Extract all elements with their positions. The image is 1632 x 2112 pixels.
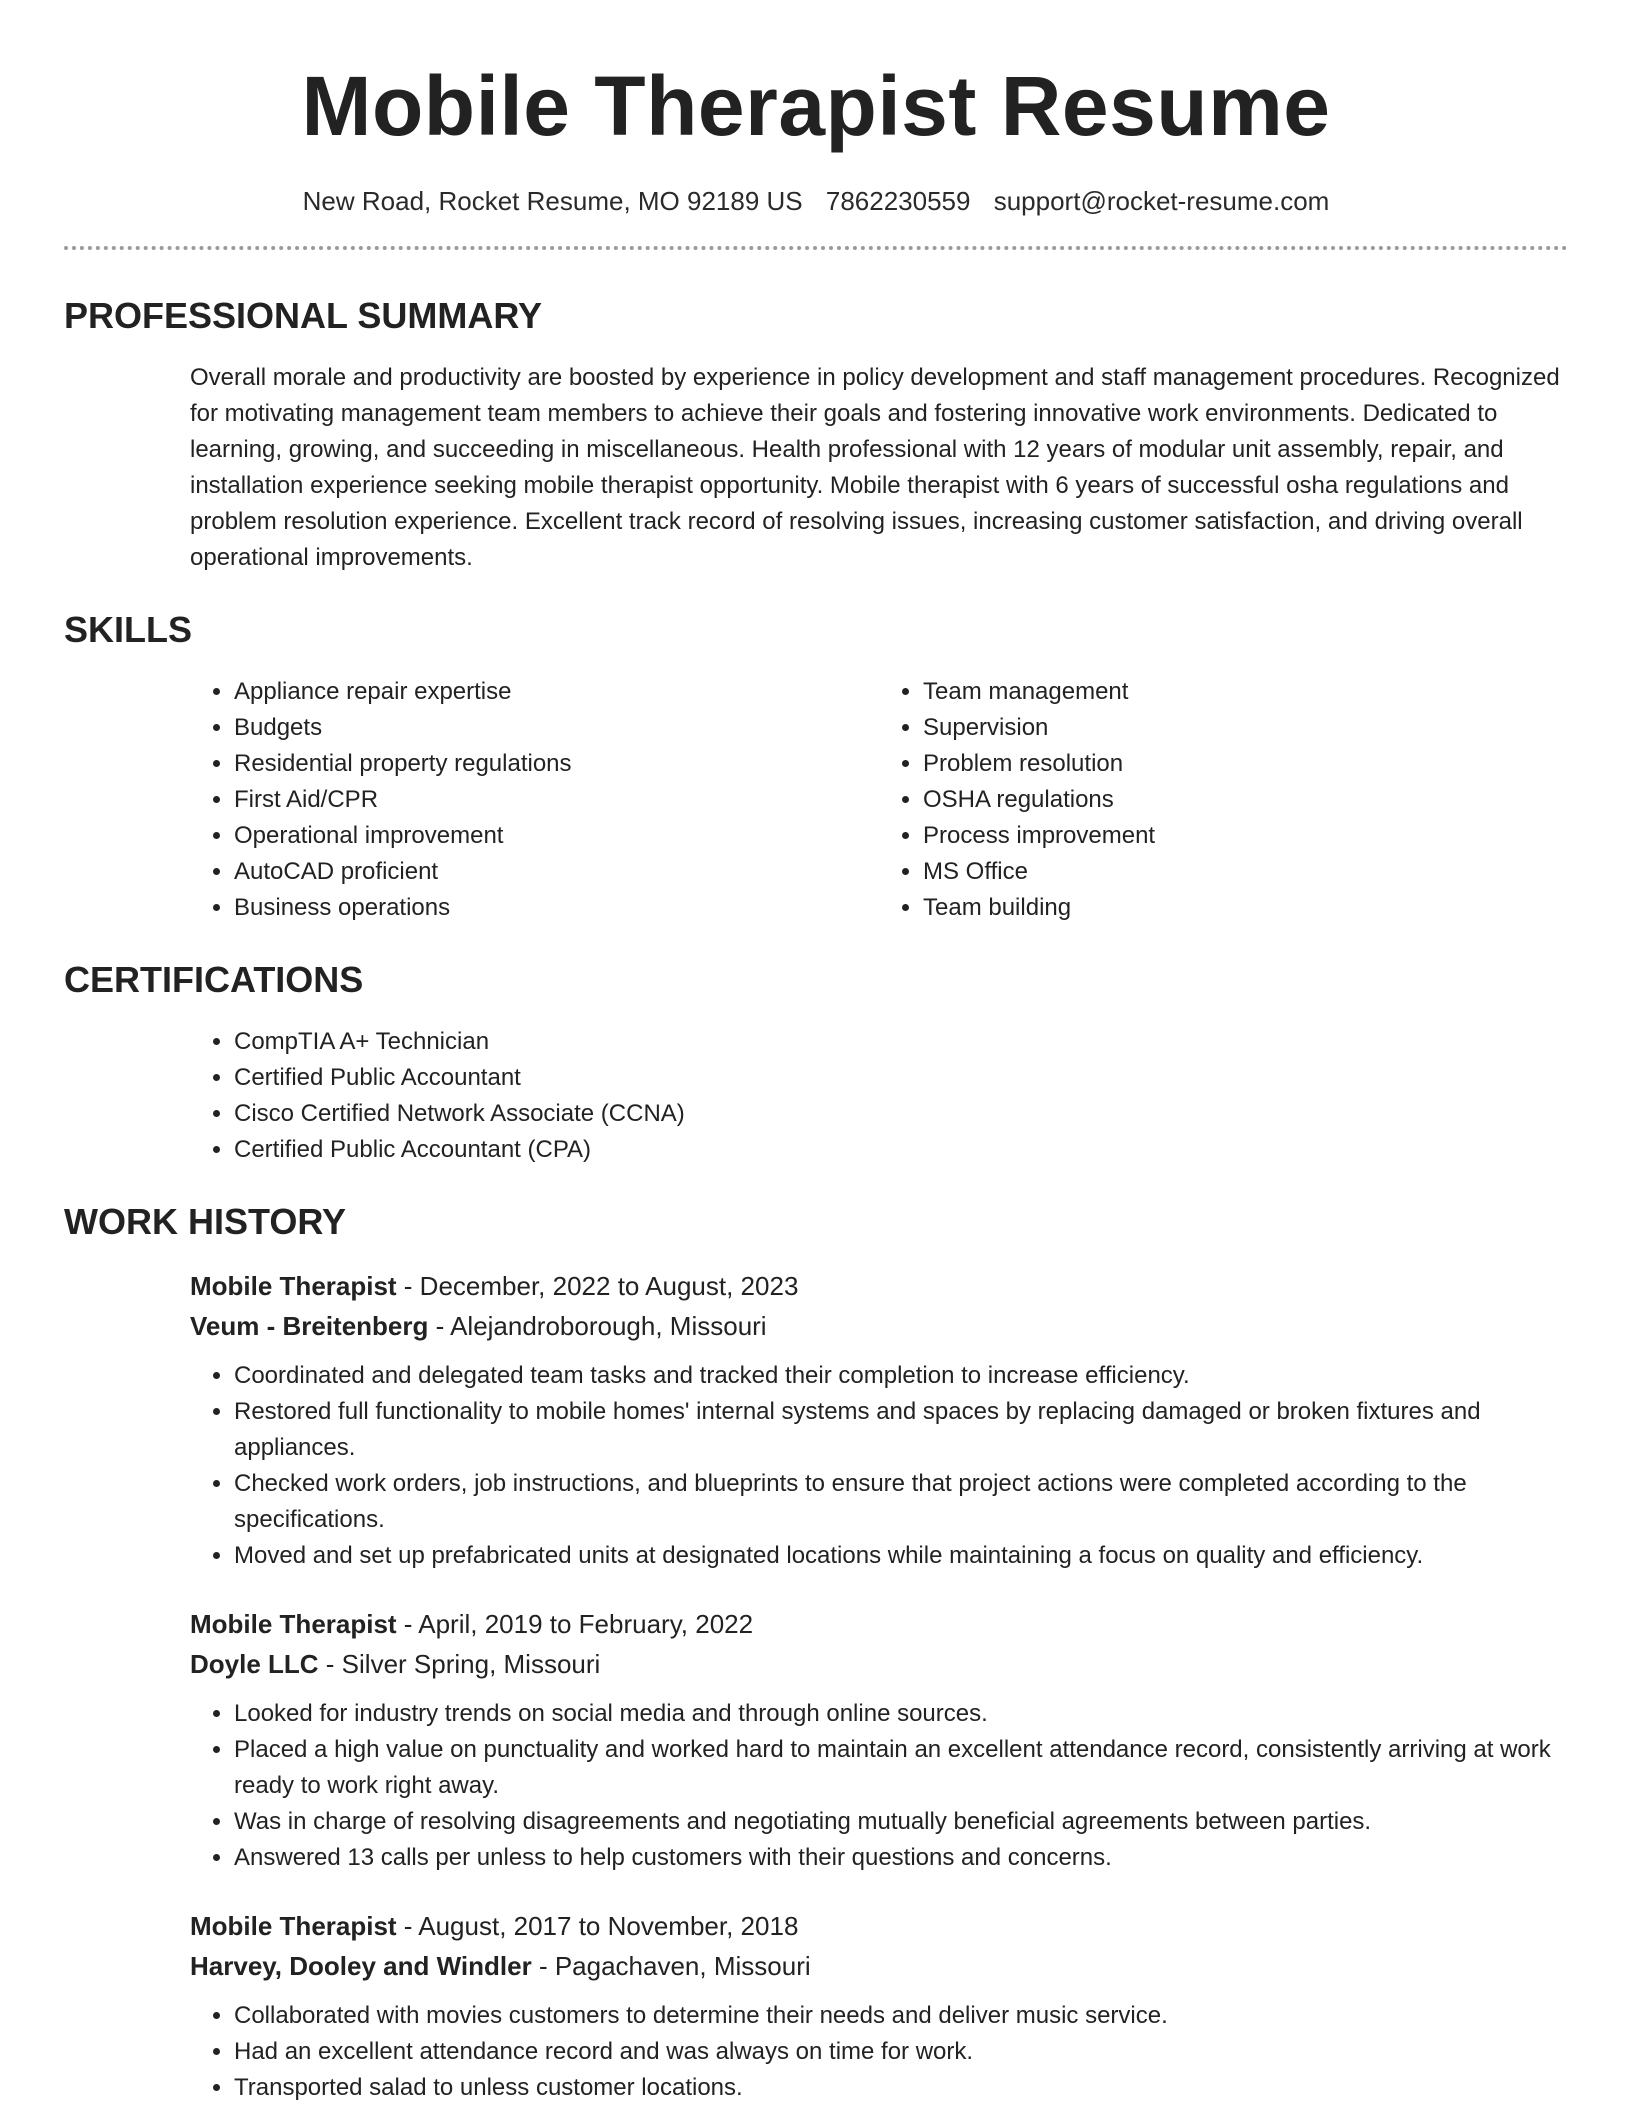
skill-item: • Supervision — [923, 710, 1568, 746]
contact-email: support@rocket-resume.com — [993, 186, 1330, 216]
job-entry — [190, 1604, 1568, 1684]
job-company: Veum - Breitenberg — [190, 1311, 429, 1341]
skills-heading: SKILLS — [64, 609, 193, 650]
skill-item: • Business operations — [234, 890, 879, 926]
job-title: Mobile Therapist — [190, 1911, 397, 1941]
job-title-line — [190, 1266, 1568, 1306]
job-dates: - December, 2022 to August, 2023 — [396, 1271, 799, 1301]
job-bullet: • Looked for industry trends on social media and through online sources. — [234, 1696, 1568, 1732]
work-history-heading: WORK HISTORY — [64, 1201, 347, 1242]
job-company-line — [190, 1644, 1568, 1684]
job-bullet: • Answered 13 calls per unless to help customers with their questions and concerns. — [234, 1840, 1568, 1876]
job-title-line — [190, 1906, 1568, 1946]
skill-item: • Team management — [923, 674, 1568, 710]
job-bullets — [190, 1696, 1568, 1876]
skill-item: • Appliance repair expertise — [234, 674, 879, 710]
job-title: Mobile Therapist — [190, 1609, 397, 1639]
contact-phone: 7862230559 — [825, 186, 971, 216]
skill-item: • Problem resolution — [923, 746, 1568, 782]
job-company-line — [190, 1946, 1568, 1986]
job-bullet: • Restored full functionality to mobile homes' internal systems and spaces by replacing damaged or broken fixtures and appliances. — [234, 1394, 1568, 1466]
resume-title: Mobile Therapist Resume — [301, 59, 1331, 153]
job-bullet: • Placed a high value on punctuality and worked hard to maintain an excellent attendance record, consistently arriving at work ready to work right away. — [234, 1732, 1568, 1804]
contact-line — [64, 184, 1568, 218]
job-bullet: • Had an excellent attendance record and was always on time for work. — [234, 2034, 1568, 2070]
skills-left-list — [190, 674, 879, 926]
job-title: Mobile Therapist — [190, 1271, 397, 1301]
job-location: - Pagachaven, Missouri — [531, 1951, 811, 1981]
certification-item: • Certified Public Accountant (CPA) — [234, 1132, 1568, 1168]
skill-item: • Operational improvement — [234, 818, 879, 854]
job-location: - Silver Spring, Missouri — [318, 1649, 601, 1679]
job-bullet: • Coordinated and delegated team tasks and tracked their completion to increase efficiency. — [234, 1358, 1568, 1394]
certification-item: • Cisco Certified Network Associate (CCNA) — [234, 1096, 1568, 1132]
job-entry — [190, 1906, 1568, 1986]
skill-item: • Team building — [923, 890, 1568, 926]
job-bullet: • Checked work orders, job instructions, and blueprints to ensure that project actions were completed according to the specifications. — [234, 1466, 1568, 1538]
skill-item: • MS Office — [923, 854, 1568, 890]
job-bullet: • Collaborated with movies customers to determine their needs and deliver music service. — [234, 1998, 1568, 2034]
certification-item: • CompTIA A+ Technician — [234, 1024, 1568, 1060]
job-company: Doyle LLC — [190, 1649, 319, 1679]
header-divider — [64, 246, 1568, 250]
job-company-line — [190, 1306, 1568, 1346]
skill-item: • Budgets — [234, 710, 879, 746]
skill-item: • Residential property regulations — [234, 746, 879, 782]
job-dates: - August, 2017 to November, 2018 — [396, 1911, 799, 1941]
job-title-line — [190, 1604, 1568, 1644]
certifications-heading: CERTIFICATIONS — [64, 959, 364, 1000]
skill-item: • Process improvement — [923, 818, 1568, 854]
skill-item: • OSHA regulations — [923, 782, 1568, 818]
job-bullet: • Moved and set up prefabricated units at designated locations while maintaining a focus on quality and efficiency. — [234, 1538, 1568, 1574]
job-bullet: • Transported salad to unless customer locations. — [234, 2070, 1568, 2106]
job-dates: - April, 2019 to February, 2022 — [396, 1609, 754, 1639]
job-company: Harvey, Dooley and Windler — [190, 1951, 532, 1981]
skill-item: • First Aid/CPR — [234, 782, 879, 818]
contact-address: New Road, Rocket Resume, MO 92189 US — [302, 186, 803, 216]
certification-item: • Certified Public Accountant — [234, 1060, 1568, 1096]
job-bullet: • Was in charge of resolving disagreements and negotiating mutually beneficial agreements between parties. — [234, 1804, 1568, 1840]
summary-text: Overall morale and productivity are boosted by experience in policy development and staff management procedures. Recognized for motivating management team members to achieve their goals and fostering innovative work environments. Dedicated to learning, growing, and succeeding in miscellaneous. Health professional with 12 years of modular unit assembly, repair, and installation experience seeking mobile therapist opportunity. Mobile therapist with 6 years of successful osha regulations and problem resolution experience. Excellent track record of resolving issues, increasing customer satisfaction, and driving overall operational improvements. — [190, 364, 1560, 571]
job-bullets — [190, 1998, 1568, 2106]
summary-heading: PROFESSIONAL SUMMARY — [64, 295, 543, 336]
job-entry — [190, 1266, 1568, 1346]
certifications-list — [190, 1024, 1568, 1168]
skill-item: • AutoCAD proficient — [234, 854, 879, 890]
skills-columns — [190, 674, 1568, 926]
job-location: - Alejandroborough, Missouri — [428, 1311, 767, 1341]
job-bullets — [190, 1358, 1568, 1574]
skills-right-list — [879, 674, 1568, 926]
